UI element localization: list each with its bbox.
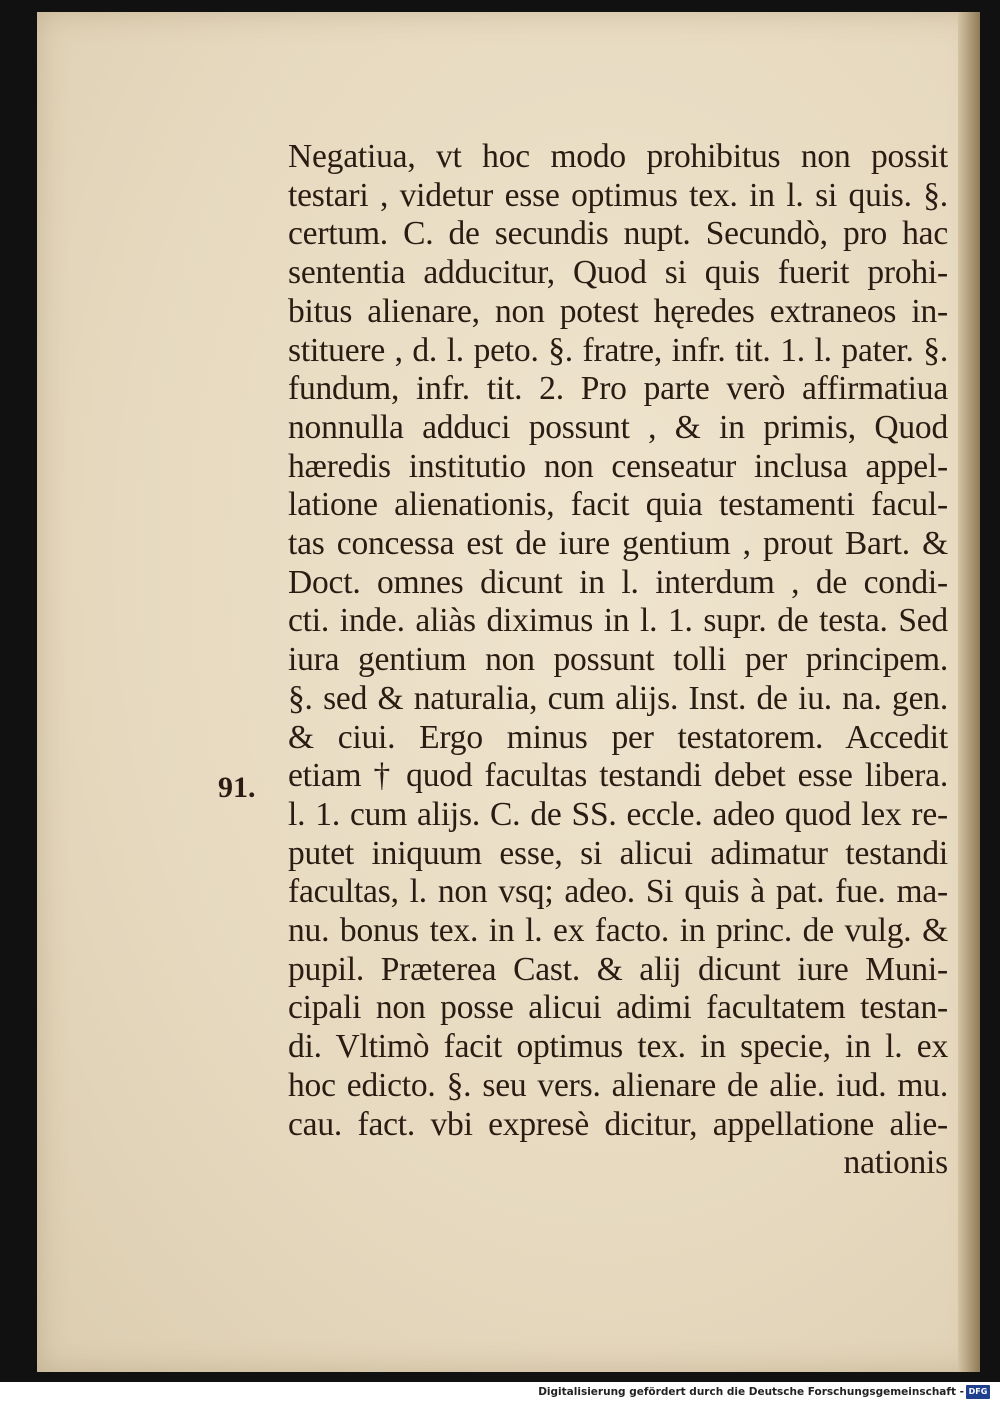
text-line: bitus alienare, non potest hęredes extraneos in- [288, 292, 948, 330]
text-line: hoc edicto. §. seu vers. alienare de alie. iud. mu. [288, 1066, 948, 1104]
text-line: §. sed & naturalia, cum alijs. Inst. de iu. na. gen. [288, 679, 948, 717]
text-line: stituere , d. l. peto. §. fratre, infr. tit. 1. l. pater. §. [288, 331, 948, 369]
dfg-logo-icon: DFG [966, 1385, 990, 1399]
text-line: sententia adducitur, Quod si quis fuerit prohi- [288, 254, 948, 292]
text-line: etiam † quod facultas testandi debet esse libera. [288, 757, 948, 795]
text-line: fundum, infr. tit. 2. Pro parte verò affirmatiua [288, 370, 948, 408]
text-line: Doct. omnes dicunt in l. interdum , de condi- [288, 563, 948, 601]
text-line: cau. fact. vbi expresè dicitur, appellatione alie- [288, 1105, 948, 1143]
catchword: nationis [843, 1144, 948, 1182]
body-text [288, 138, 948, 1183]
text-line: iura gentium non possunt tolli per principem. [288, 641, 948, 679]
text-line: cipali non posse alicui adimi facultatem testan- [288, 989, 948, 1027]
text-line: nu. bonus tex. in l. ex facto. in princ. de vulg. & [288, 912, 948, 950]
text-line: facultas, l. non vsq; adeo. Si quis à pat. fue. ma- [288, 873, 948, 911]
text-line: putet iniquum esse, si alicui adimatur testandi [288, 834, 948, 872]
text-line: Negatiua, vt hoc modo prohibitus non possit [288, 138, 948, 175]
text-line: pupil. Præterea Cast. & alij dicunt iure Muni- [288, 950, 948, 988]
text-line: tas concessa est de iure gentium , prout Bart. & [288, 525, 948, 563]
page-edge-shadow [958, 12, 980, 1372]
text-line: nonnulla adduci possunt , & in primis, Quod [288, 408, 948, 446]
text-line: l. 1. cum alijs. C. de SS. eccle. adeo quod lex re- [288, 795, 948, 833]
text-line: hæredis institutio non censeatur inclusa appel- [288, 447, 948, 485]
text-line: di. Vltimò facit optimus tex. in specie, in l. ex [288, 1028, 948, 1066]
text-line: certum. C. de secundis nupt. Secundò, pro hac [288, 215, 948, 253]
text-line: & ciui. Ergo minus per testatorem. Accedit [288, 718, 948, 756]
text-line: latione alienationis, facit quia testamenti facul- [288, 486, 948, 524]
text-line: testari , videtur esse optimus tex. in l. si quis. §. [288, 176, 948, 214]
footer-bar [0, 1382, 1000, 1403]
text-line: cti. inde. aliàs diximus in l. 1. supr. de testa. Sed [288, 602, 948, 640]
margin-number: 91. [218, 771, 256, 804]
funding-credit: Digitalisierung gefördert durch die Deutsche Forschungsgemeinschaft - [538, 1386, 964, 1398]
